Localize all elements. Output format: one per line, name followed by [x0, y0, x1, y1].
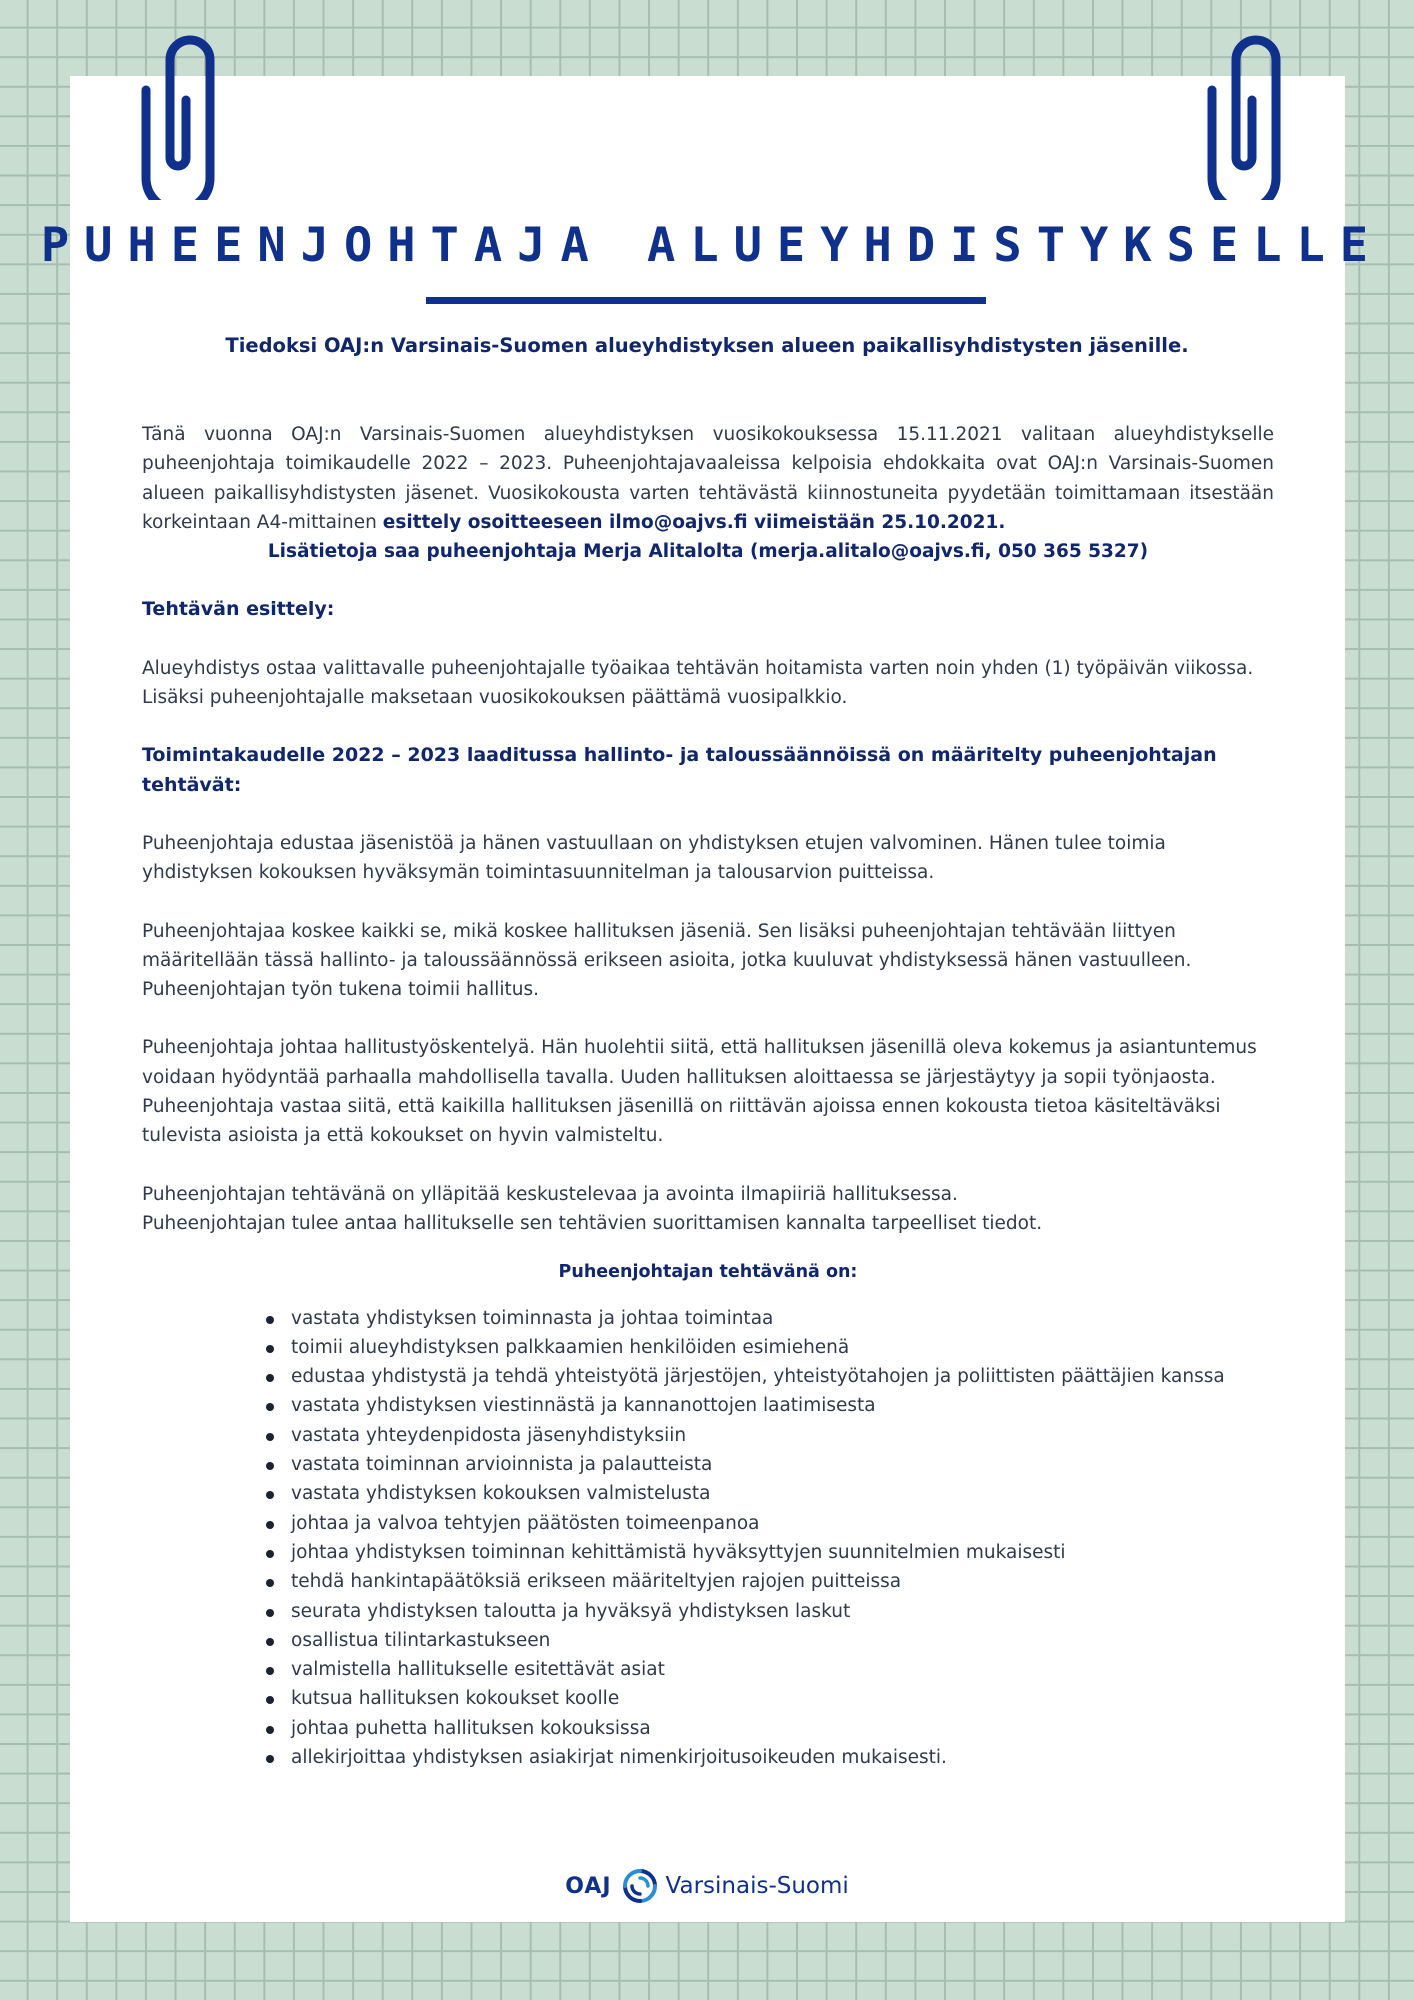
list-item: tehdä hankintapäätöksiä erikseen määriteltyjen rajojen puitteissa: [262, 1567, 1274, 1596]
intro-paragraph: [142, 420, 1274, 537]
task-paragraph: Alueyhdistys ostaa valittavalle puheenjohtajalle työaikaa tehtävän hoitamista varten noin yhden (1) työpäivän viikossa. Lisäksi puheenjohtajalle maksetaan vuosikokouksen päättämä vuosipalkkio.: [142, 657, 1254, 709]
list-item: johtaa ja valvoa tehtyjen päätösten toimeenpanoa: [262, 1509, 1274, 1538]
list-item: toimii alueyhdistyksen palkkaamien henkilöiden esimiehenä: [262, 1333, 1274, 1362]
duties-list: [262, 1304, 1274, 1773]
list-item: seurata yhdistyksen taloutta ja hyväksyä yhdistyksen laskut: [262, 1597, 1274, 1626]
body-paragraph: Puheenjohtaja johtaa hallitustyöskentelyä. Hän huolehtii siitä, että hallituksen jäsenillä oleva kokemus ja asiantuntemus voidaan hyödyntää parhaalla mahdollisella tavalla. Uuden hallituksen aloittaessa se järjestäytyy ja sopii työnjaosta. Puheenjohtaja vastaa siitä, että kaikilla hallituksen jäsenillä on riittävän ajoissa ennen kokousta tietoa käsiteltäväksi tulevista asioista ja että kokoukset on hyvin valmisteltu.: [142, 1037, 1257, 1147]
contact-line: Lisätietoja saa puheenjohtaja Merja Alitalolta (merja.alitalo@oajvs.fi, 050 365 5327): [267, 541, 1149, 563]
oaj-logo-mark-icon: [622, 1868, 658, 1904]
list-item: vastata yhteydenpidosta jäsenyhdistyksiin: [262, 1421, 1274, 1450]
subtitle: Tiedoksi OAJ:n Varsinais-Suomen alueyhdistyksen alueen paikallisyhdistysten jäsenille.: [225, 334, 1189, 357]
paperclip-icon: [134, 30, 222, 200]
list-item: vastata toiminnan arvioinnista ja palautteista: [262, 1450, 1274, 1479]
list-item: johtaa yhdistyksen toiminnan kehittämistä hyväksyttyjen suunnitelmien mukaisesti: [262, 1538, 1274, 1567]
rules-heading: Toimintakaudelle 2022 – 2023 laaditussa hallinto- ja taloussäännöissä on määritelty puheenjohtajan tehtävät:: [142, 744, 1217, 796]
list-item: johtaa puhetta hallituksen kokouksissa: [262, 1714, 1274, 1743]
list-item: allekirjoittaa yhdistyksen asiakirjat nimenkirjoitusoikeuden mukaisesti.: [262, 1743, 1274, 1772]
closing-line: Puheenjohtajan tulee antaa hallitukselle sen tehtävien suorittamisen kannalta tarpeelliset tiedot.: [142, 1212, 1043, 1234]
document-body: [142, 420, 1274, 1772]
closing-line: Puheenjohtajan tehtävänä on ylläpitää keskustelevaa ja avointa ilmapiiriä hallituksessa.: [142, 1183, 958, 1205]
list-item: vastata yhdistyksen kokouksen valmistelusta: [262, 1479, 1274, 1508]
list-item: valmistella hallitukselle esitettävät asiat: [262, 1655, 1274, 1684]
title-divider: [426, 297, 986, 304]
intro-deadline: esittely osoitteeseen ilmo@oajvs.fi viimeistään 25.10.2021.: [382, 511, 1006, 533]
logo-brand: OAJ: [565, 1873, 612, 1899]
list-item: vastata yhdistyksen viestinnästä ja kannanottojen laatimisesta: [262, 1391, 1274, 1420]
paperclip-icon: [1200, 30, 1288, 200]
list-item: vastata yhdistyksen toiminnasta ja johtaa toimintaa: [262, 1304, 1274, 1333]
page-title: PUHEENJOHTAJA ALUEYHDISTYKSELLE: [40, 218, 1384, 273]
duties-heading: Puheenjohtajan tehtävänä on:: [558, 1262, 858, 1283]
oaj-logo: [0, 1866, 1414, 1906]
list-item: osallistua tilintarkastukseen: [262, 1626, 1274, 1655]
list-item: edustaa yhdistystä ja tehdä yhteistyötä järjestöjen, yhteistyötahojen ja poliittisten päättäjien kanssa: [262, 1362, 1274, 1391]
task-heading: Tehtävän esittely:: [142, 598, 335, 621]
list-item: kutsua hallituksen kokoukset koolle: [262, 1684, 1274, 1713]
body-paragraph: Puheenjohtajaa koskee kaikki se, mikä koskee hallituksen jäseniä. Sen lisäksi puheenjohtajan tehtävään liittyen määritellään tässä hallinto- ja taloussäännössä erikseen asioita, jotka kuuluvat yhdistyksessä hänen vastuulleen. Puheenjohtajan työn tukena toimii hallitus.: [142, 920, 1192, 1001]
body-paragraph: Puheenjohtaja edustaa jäsenistöä ja hänen vastuullaan on yhdistyksen etujen valvominen. Hänen tulee toimia yhdistyksen kokouksen hyväksymän toimintasuunnitelman ja talousarvion puitteissa.: [142, 832, 1166, 884]
intro-text: Tänä vuonna OAJ:n Varsinais-Suomen alueyhdistyksen vuosikokouksessa 15.11.2021 valitaan alueyhdistykselle puheenjohtaja toimikaudelle 2022 – 2023. Puheenjohtajavaaleissa kelpoisia ehdokkaita ovat OAJ:n Varsinais-Suomen alueen paikallisyhdistysten jäsenet. Vuosikokousta varten tehtävästä kiinnostuneita pyydetään toimittamaan itsestään korkeintaan A4-mittainen: [142, 424, 1274, 533]
logo-region: Varsinais-Suomi: [665, 1873, 849, 1899]
